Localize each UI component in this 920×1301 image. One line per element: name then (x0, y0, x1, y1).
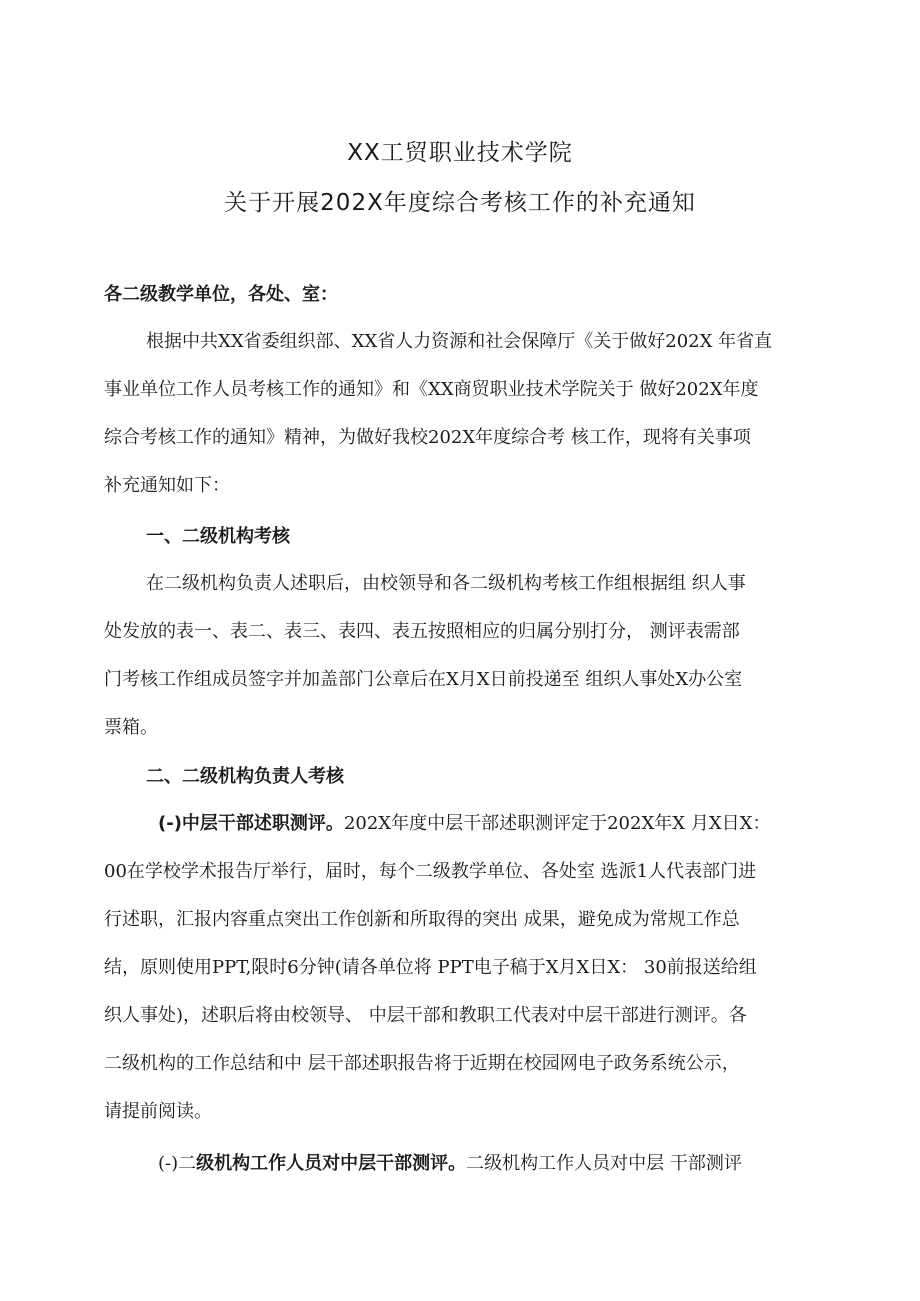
section2-item1-line: 结，原则使用PPT,限时6分钟(请各单位将 PPT电子稿于X月X日X： 30前报送给组 (104, 957, 757, 978)
item1-first-line-rest: 202X年度中层干部述职测评定于202X年X 月X日X： (343, 813, 771, 834)
section1-paragraph (104, 560, 820, 752)
section2-item1-line: 行述职，汇报内容重点突出工作创新和所取得的突出 成果，避免成为常规工作总 (104, 909, 740, 930)
item1-lead: (-)中层干部述职测评。 (158, 813, 344, 834)
section-heading-1: 一、二级机构考核 (146, 526, 290, 547)
section2-item1-line: 织人事处)，述职后将由校领导、 中层干部和教职工代表对中层干部进行测评。各 (104, 1005, 747, 1026)
section1-line: 门考核工作组成员签字并加盖部门公章后在X月X日前投递至 组织人事处X办公室 (104, 669, 743, 690)
section2-item1-first-line (104, 800, 820, 848)
document-title-subject: 关于开展202X年度综合考核工作的补充通知 (224, 190, 696, 216)
intro-line: 综合考核工作的通知》精神，为做好我校202X年度综合考 核工作，现将有关事项 (104, 427, 751, 448)
intro-line: 补充通知如下： (104, 475, 230, 496)
section1-line: 处发放的表一、表二、表三、表四、表五按照相应的归属分别打分， 测评表需部 (104, 621, 740, 642)
section2-item1-line: 二级机构的工作总结和中 层干部述职报告将于近期在校园网电子政务系统公示， (104, 1053, 740, 1074)
section2-item1-paragraph (104, 800, 820, 1136)
intro-line: 根据中共XX省委组织部、XX省人力资源和社会保障厅《关于做好202X 年省直 (146, 331, 773, 352)
section1-line: 在二级机构负责人述职后，由校领导和各二级机构考核工作组根据组 织人事 (146, 573, 746, 594)
intro-line: 事业单位工作人员考核工作的通知》和《XX商贸职业技术学院关于 做好202X年度 (104, 379, 759, 400)
salutation: 各二级教学单位，各处、室： (104, 284, 338, 305)
item2-first-line-rest: 二级机构工作人员对中层 干部测评 (466, 1153, 742, 1174)
item2-prefix: (-)二 (158, 1153, 197, 1174)
section2-item1-line: 00在学校学术报告厅举行，届时，每个二级教学单位、各处室 选派1人代表部门进 (104, 861, 757, 882)
section1-line: 票箱。 (104, 717, 158, 738)
intro-paragraph (104, 318, 820, 510)
section2-item2-paragraph (104, 1140, 820, 1188)
document-title-institution: XX工贸职业技术学院 (347, 140, 573, 166)
section2-item2-first-line (104, 1140, 820, 1188)
section2-item1-line: 请提前阅读。 (104, 1101, 212, 1122)
section-heading-2: 二、二级机构负责人考核 (146, 766, 344, 787)
item2-lead: 级机构工作人员对中层干部测评。 (196, 1153, 467, 1174)
